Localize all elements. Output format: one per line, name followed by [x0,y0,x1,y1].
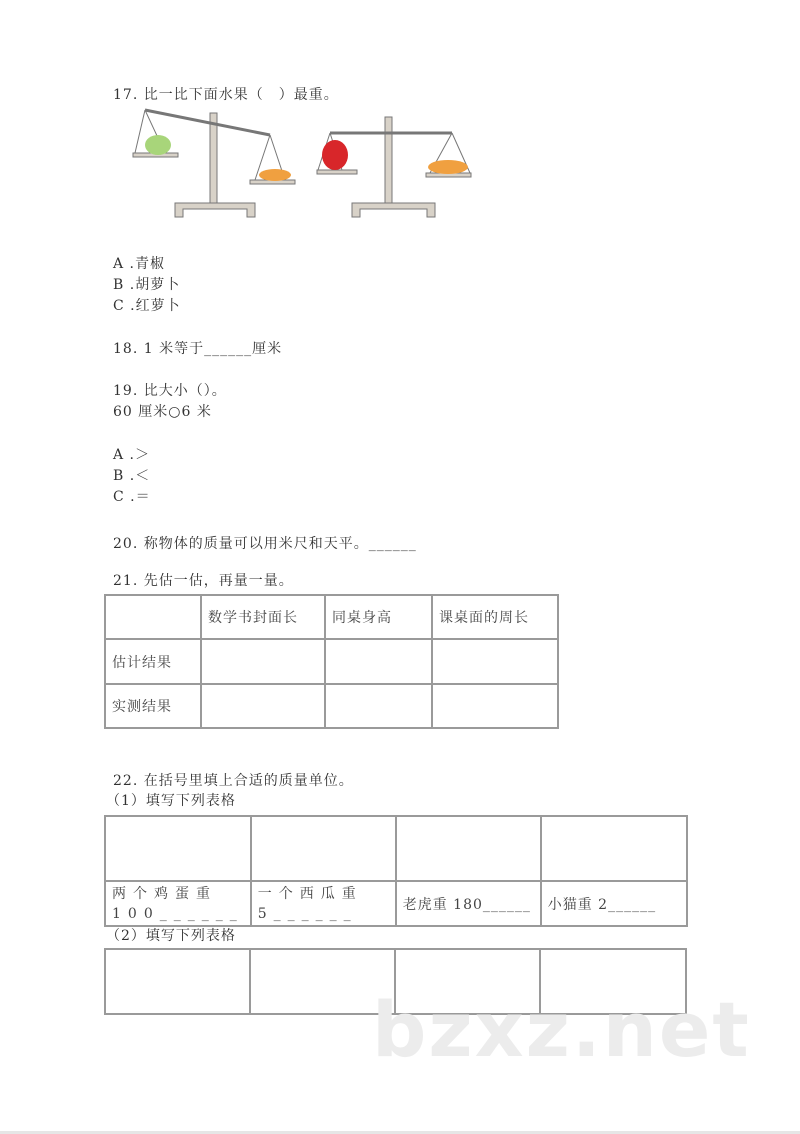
header-cell: 课桌面的周长 [432,595,558,639]
answer-cell[interactable] [201,639,325,684]
image-cell [105,816,251,881]
red-radish-icon [322,140,348,170]
row-label: 实测结果 [105,684,201,728]
text-cell: 小猫重 2______ [541,881,687,926]
header-cell: 数学书封面长 [201,595,325,639]
balance-scales-image [130,105,480,223]
part2-label: （2）填写下列表格 [106,928,236,944]
estimate-table [104,594,559,729]
q20-title: 20. 称物体的质量可以用米尺和天平。______ [113,536,417,552]
q22-title: 22. 在括号里填上合适的质量单位。 [113,773,354,789]
answer-cell[interactable] [432,639,558,684]
option-a: A .青椒 [113,256,166,272]
part1-label: （1）填写下列表格 [106,793,236,809]
answer-cell[interactable] [432,684,558,728]
answer-cell[interactable] [325,639,432,684]
option-c: C .＝ [113,489,151,505]
option-a: A .＞ [113,447,151,463]
unit-table-1 [104,815,688,927]
image-cell [541,816,687,881]
option-b: B .胡萝卜 [113,277,181,293]
carrots-icon [428,160,468,174]
q21-title: 21. 先估一估，再量一量。 [113,573,294,589]
header-cell: 同桌身高 [325,595,432,639]
q17-title: 17. 比一比下面水果（ ）最重。 [113,87,339,103]
answer-cell[interactable] [325,684,432,728]
row-label: 估计结果 [105,639,201,684]
watermark: bzxz.net [372,985,751,1074]
text-cell: 两个鸡蛋重100______ [105,881,251,926]
q19-title: 19. 比大小（）。 [113,383,227,399]
q19-comparison: 60 厘米○6 米 [113,404,212,420]
carrot-icon [259,169,291,181]
option-b: B .＜ [113,468,151,484]
text-cell: 老虎重 180______ [396,881,541,926]
empty-cell [105,949,250,1014]
q18-title: 18. 1 米等于______厘米 [113,341,283,357]
image-cell [396,816,541,881]
text-cell: 一个西瓜重5______ [251,881,396,926]
image-cell [251,816,396,881]
answer-cell[interactable] [201,684,325,728]
header-cell [105,595,201,639]
green-pepper-icon [145,135,171,155]
option-c: C .红萝卜 [113,298,181,314]
